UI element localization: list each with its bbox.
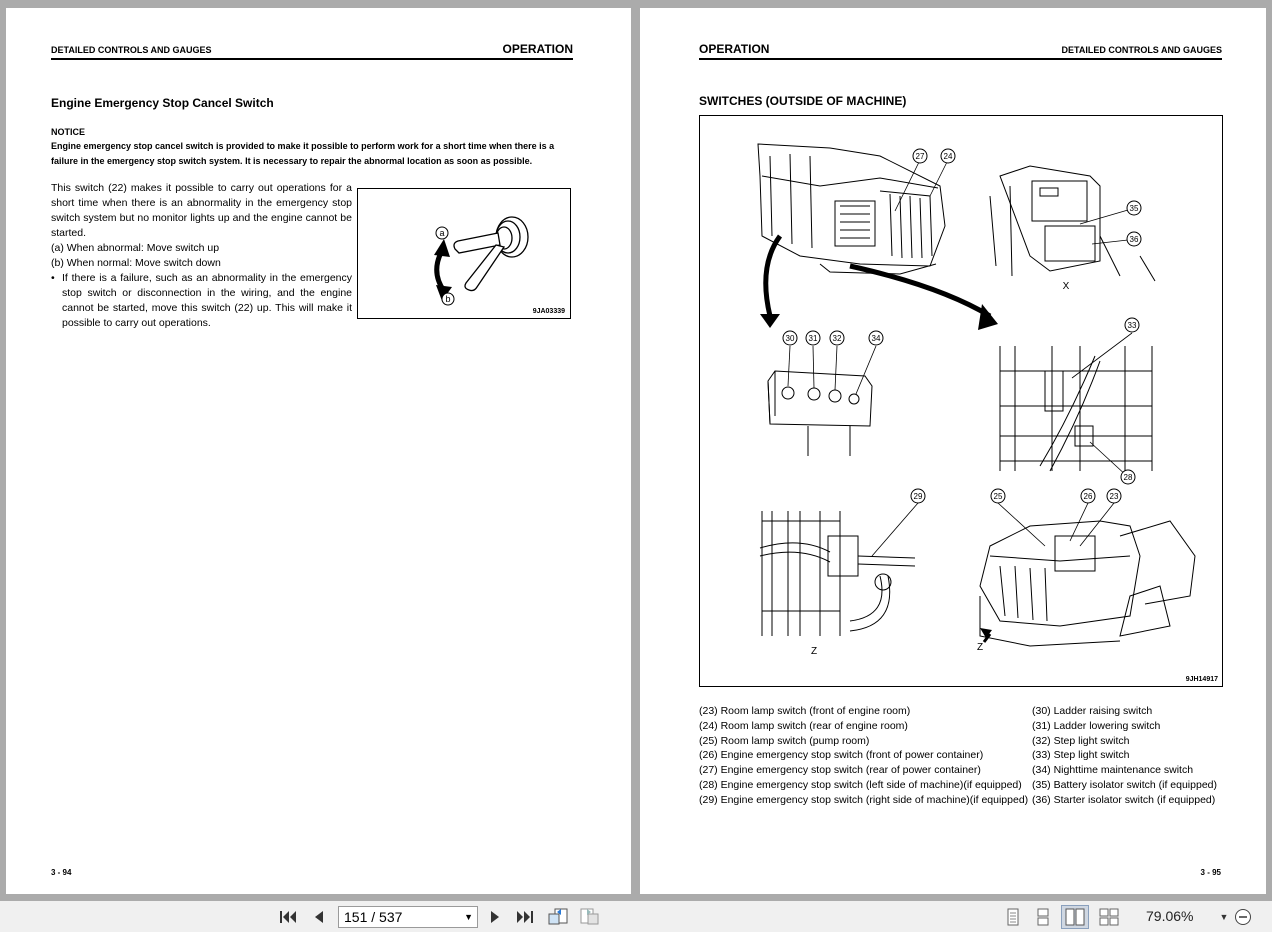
figure-label-b: b bbox=[445, 294, 451, 304]
view-label-z-left: Z bbox=[810, 646, 818, 657]
bullet-text: If there is a failure, such as an abnormality in the emergency stop switch or disconnection in the wiring, and the engine cannot be started, move this switch (22) up. This will make it possible to carry out operations. bbox=[62, 272, 352, 329]
bullet-dot: • bbox=[51, 272, 55, 284]
callout-number: 25 bbox=[993, 492, 1003, 501]
page-number-value: 151 / 537 bbox=[344, 909, 403, 925]
continuous-facing-icon[interactable] bbox=[1096, 905, 1122, 929]
callout-number: 24 bbox=[943, 152, 953, 161]
legend-item: (25) Room lamp switch (pump room) bbox=[699, 734, 870, 747]
callout-number: 36 bbox=[1129, 235, 1139, 244]
zoom-level[interactable]: 79.06% bbox=[1146, 908, 1194, 924]
facing-icon[interactable] bbox=[1061, 905, 1089, 929]
single-page-icon[interactable] bbox=[1001, 905, 1025, 929]
toggle-switch-illustration bbox=[358, 189, 570, 318]
figure-code: 9JH14917 bbox=[1185, 676, 1218, 683]
line-b: (b) When normal: Move switch down bbox=[51, 257, 221, 269]
view-label-x: X bbox=[1062, 281, 1070, 292]
callout-number: 26 bbox=[1083, 492, 1093, 501]
machine-switch-locations-illustration bbox=[700, 116, 1222, 686]
legend-item: (29) Engine emergency stop switch (right side of machine)(if equipped) bbox=[699, 793, 1029, 806]
page-number-input[interactable] bbox=[338, 906, 478, 928]
header-rule bbox=[51, 58, 573, 60]
continuous-icon[interactable] bbox=[1031, 905, 1055, 929]
callout-number: 28 bbox=[1123, 473, 1133, 482]
callout-number: 32 bbox=[832, 334, 842, 343]
figure-label-a: a bbox=[439, 228, 445, 238]
callout-number: 35 bbox=[1129, 204, 1139, 213]
first-page-icon[interactable] bbox=[276, 905, 300, 929]
running-header-left: OPERATION bbox=[699, 42, 770, 56]
body-paragraph: This switch (22) makes it possible to carry out operations for a short time when there is an abnormality in the emergency stop switch system but no monitor lights up and the engine cannot be started. bbox=[51, 182, 352, 239]
legend-item: (35) Battery isolator switch (if equipped) bbox=[1032, 778, 1217, 791]
legend-item: (31) Ladder lowering switch bbox=[1032, 719, 1161, 732]
left-page bbox=[6, 8, 631, 894]
legend-item: (32) Step light switch bbox=[1032, 734, 1130, 747]
figure-code: 9JA03339 bbox=[532, 308, 565, 315]
prev-page-icon[interactable] bbox=[308, 905, 330, 929]
last-page-icon[interactable] bbox=[512, 905, 538, 929]
body-text-block bbox=[51, 181, 352, 331]
right-page bbox=[640, 8, 1266, 894]
legend-item: (33) Step light switch bbox=[1032, 749, 1130, 762]
toggle-switch-figure bbox=[357, 188, 571, 319]
legend-item: (26) Engine emergency stop switch (front of power container) bbox=[699, 749, 984, 762]
callout-number: 29 bbox=[913, 492, 923, 501]
viewer-toolbar bbox=[0, 901, 1272, 932]
callout-number: 27 bbox=[915, 152, 925, 161]
section-title: Engine Emergency Stop Cancel Switch bbox=[51, 96, 274, 110]
legend-item: (30) Ladder raising switch bbox=[1032, 705, 1153, 717]
legend-item: (23) Room lamp switch (front of engine room) bbox=[699, 705, 911, 717]
callout-number: 34 bbox=[871, 334, 881, 343]
notice-text: Engine emergency stop cancel switch is provided to make it possible to perform work for a short time when there is a failure in the emergency stop switch system. It is necessary to repair the abnormal location as soon as possible. bbox=[51, 141, 555, 166]
callout-number: 23 bbox=[1109, 492, 1119, 501]
header-rule bbox=[699, 58, 1222, 60]
legend-item: (28) Engine emergency stop switch (left side of machine)(if equipped) bbox=[699, 778, 1022, 791]
page-number: 3 - 95 bbox=[1200, 868, 1221, 877]
legend-item: (27) Engine emergency stop switch (rear of power container) bbox=[699, 764, 981, 777]
go-back-icon[interactable] bbox=[545, 905, 571, 929]
legend-left-column bbox=[699, 704, 1028, 808]
zoom-out-icon[interactable] bbox=[1232, 905, 1254, 929]
page-number: 3 - 94 bbox=[51, 868, 72, 877]
go-forward-icon[interactable] bbox=[577, 905, 603, 929]
callout-number: 33 bbox=[1127, 321, 1137, 330]
view-label-z-right: Z bbox=[976, 642, 984, 653]
legend-item: (24) Room lamp switch (rear of engine room) bbox=[699, 719, 908, 732]
next-page-icon[interactable] bbox=[484, 905, 506, 929]
legend-item: (34) Nighttime maintenance switch bbox=[1032, 764, 1194, 777]
callout-number: 31 bbox=[808, 334, 818, 343]
legend-right-column bbox=[1032, 704, 1217, 808]
bullet-item bbox=[51, 271, 352, 331]
section-title: SWITCHES (OUTSIDE OF MACHINE) bbox=[699, 94, 907, 108]
legend-item: (36) Starter isolator switch (if equipped) bbox=[1032, 793, 1216, 806]
switches-figure bbox=[699, 115, 1223, 687]
callout-number: 30 bbox=[785, 334, 795, 343]
running-header-right: OPERATION bbox=[502, 42, 573, 56]
running-header-right: DETAILED CONTROLS AND GAUGES bbox=[1061, 45, 1222, 55]
notice-label: NOTICE bbox=[51, 127, 86, 137]
line-a: (a) When abnormal: Move switch up bbox=[51, 242, 220, 254]
running-header-left: DETAILED CONTROLS AND GAUGES bbox=[51, 45, 212, 55]
zoom-dropdown-icon[interactable]: ▼ bbox=[1219, 912, 1229, 922]
page-dropdown-icon[interactable]: ▼ bbox=[464, 912, 473, 922]
